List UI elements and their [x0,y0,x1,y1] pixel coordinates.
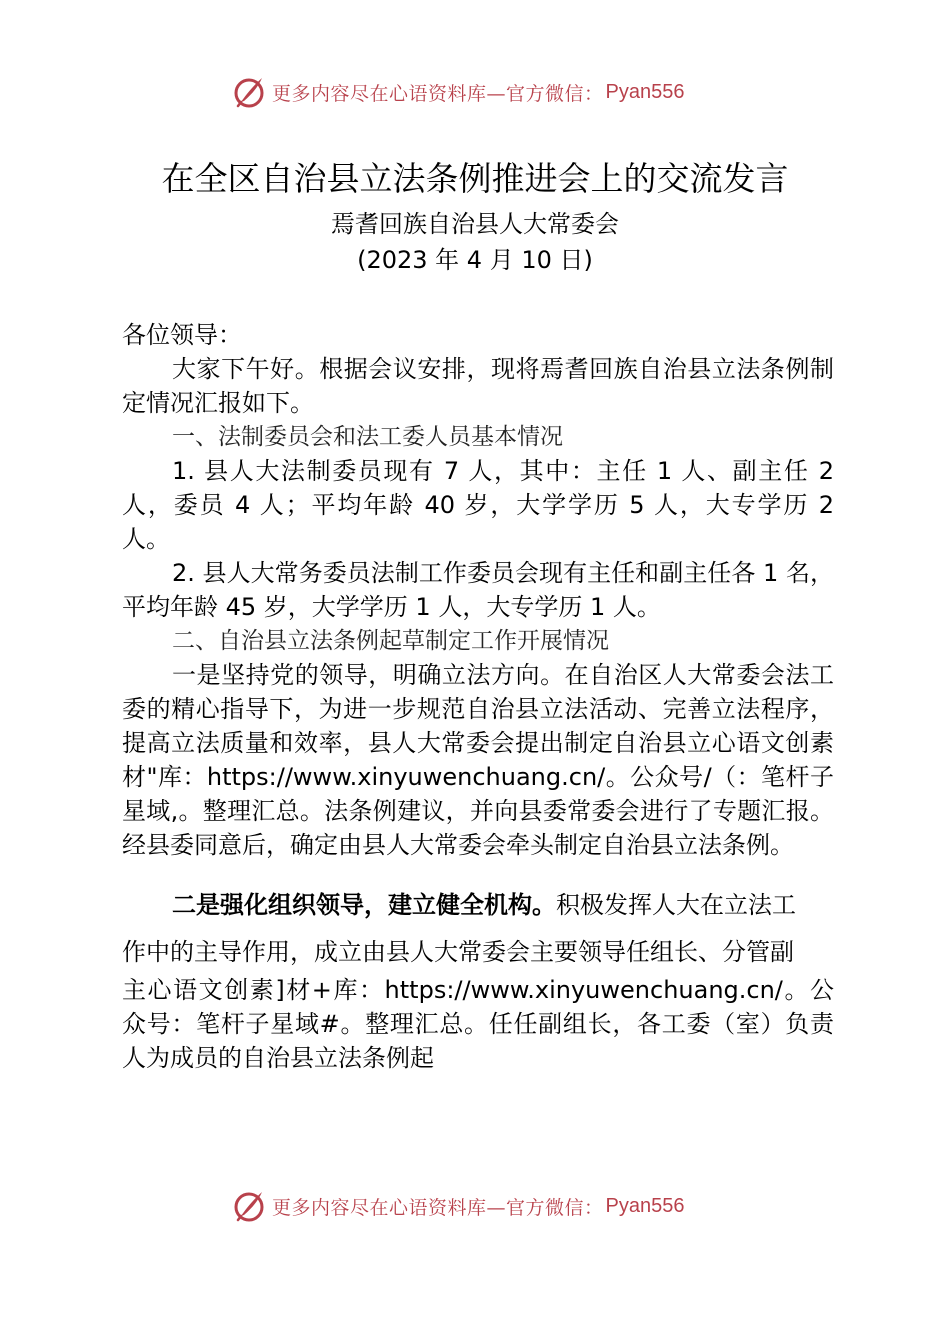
header-banner [232,74,684,110]
point-1-paragraph: 一是坚持党的领导，明确立法方向。在自治区人大常委会法工委的精心指导下，为进一步规范自治县立法活动、完善立法程序，提高立法质量和效率，县人大常委会提出制定自治县立心语文创素材"库：https://www.xinyuwenchuang.cn/。公众号/（：笔杆子星域,。整理汇总。法条例建议，并向县委常委会进行了专题汇报。经县委同意后，确定由县人大常委会牵头制定自治县立法条例。 [122,661,834,859]
document-author: 焉耆回族自治县人大常委会 [331,210,619,238]
point-2-rest: 主心语文创素]材+库：https://www.xinyuwenchuang.cn/。公众号：笔杆子星域#。整理汇总。任任副组长，各工委（室）负责人为成员的自治县立法条例起 [122,976,834,1072]
salutation: 各位领导： [122,321,242,349]
wechat-id: Pyan556 [605,1194,685,1217]
footer-banner [232,1188,684,1224]
point-2-first-line [172,888,796,922]
quill-pen-logo-icon [232,75,266,109]
document-body [122,318,834,862]
section-heading-2: 二、自治县立法条例起草制定工作开展情况 [172,628,609,654]
banner-text: 更多内容尽在心语资料库—官方微信： [272,1196,604,1219]
point-2-heading: 二是强化组织领导，建立健全机构。 [172,891,556,919]
document-title: 在全区自治县立法条例推进会上的交流发言 [161,159,789,198]
point-2-continuation [122,973,834,1075]
section1-item-2: 2. 县人大常务委员法制工作委员会现有主任和副主任各 1 名，平均年龄 45 岁，大学学历 1 人，大专学历 1 人。 [122,559,834,621]
banner-text: 更多内容尽在心语资料库—官方微信： [272,82,604,105]
intro-paragraph: 大家下午好。根据会议安排，现将焉耆回族自治县立法条例制定情况汇报如下。 [122,355,834,417]
section-heading-1: 一、法制委员会和法工委人员基本情况 [172,424,563,450]
section1-item-1: 1. 县人大法制委员现有 7 人，其中：主任 1 人、副主任 2 人，委员 4 人；平均年龄 40 岁，大学学历 5 人，大专学历 2 人。 [122,457,834,553]
document-date: (2023 年 4 月 10 日) [357,246,593,274]
point-2-line-2: 作中的主导作用，成立由县人大常委会主要领导任组长、分管副 [122,938,794,966]
quill-pen-logo-icon [232,1189,266,1223]
point-2-line-1: 积极发挥人大在立法工 [556,891,796,919]
wechat-id: Pyan556 [605,80,685,103]
